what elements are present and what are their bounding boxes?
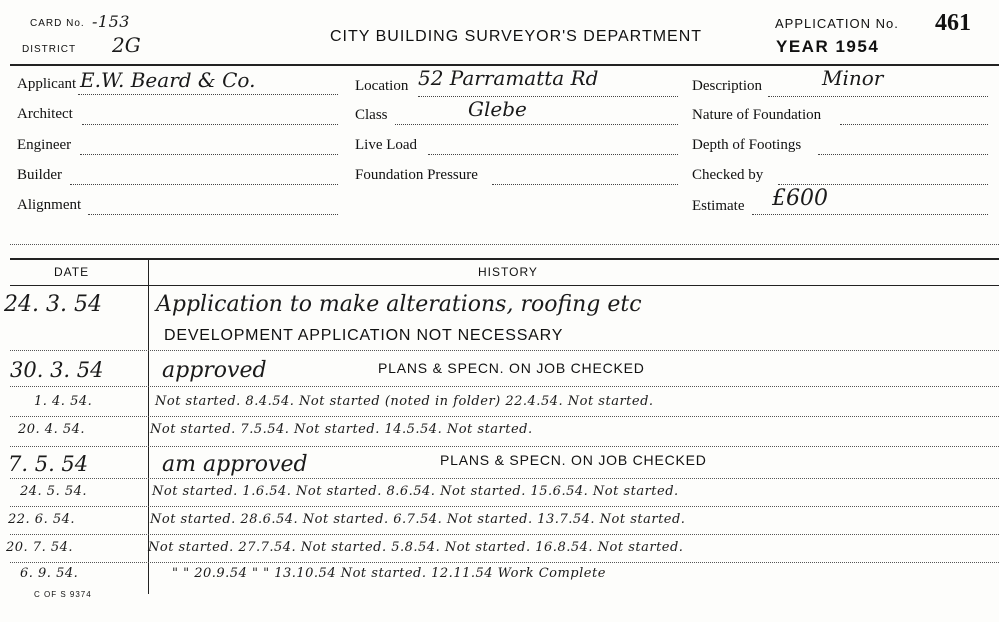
row-date: 6. 9. 54. xyxy=(20,566,79,581)
description-label: Description xyxy=(692,78,762,94)
row-date: 24. 5. 54. xyxy=(20,484,88,499)
engineer-line xyxy=(80,154,338,155)
nature-of-foundation-line xyxy=(840,124,988,125)
row-history-text: Not started. 1.6.54. Not started. 8.6.54. Not started. 15.6.54. Not started. xyxy=(152,484,679,499)
alignment-label: Alignment xyxy=(17,197,82,213)
fields-bottom-rule xyxy=(10,244,999,245)
description-line xyxy=(768,96,988,97)
row-rule xyxy=(10,506,999,507)
row-history-text: Not started. 7.5.54. Not started. 14.5.54. Not started. xyxy=(150,422,533,437)
row-rule xyxy=(10,386,999,387)
date-column-header: DATE xyxy=(54,265,90,279)
checked-by-label: Checked by xyxy=(692,167,764,183)
district-label: DISTRICT xyxy=(22,44,77,55)
row-date: 20. 7. 54. xyxy=(6,540,74,555)
nature-of-foundation-label: Nature of Foundation xyxy=(692,107,822,123)
applicant-line xyxy=(78,94,338,95)
location-label: Location xyxy=(355,78,409,94)
form-code: C OF S 9374 xyxy=(34,590,92,599)
foundation-pressure-line xyxy=(492,184,678,185)
row-history-text: am approved xyxy=(162,452,308,477)
district-value: 2G xyxy=(112,33,141,57)
application-number-label: APPLICATION No. xyxy=(775,16,899,31)
row-history-text: " " 20.9.54 " " 13.10.54 Not started. 12.11.54 Work Complete xyxy=(172,566,606,581)
year-label: YEAR 1954 xyxy=(776,37,880,56)
estimate-label: Estimate xyxy=(692,198,745,214)
row-stamp: PLANS & SPECN. ON JOB CHECKED xyxy=(378,360,645,376)
applicant-label: Applicant xyxy=(17,76,77,92)
location-line xyxy=(418,96,678,97)
estimate-value: £600 xyxy=(772,186,828,211)
row-date: 1. 4. 54. xyxy=(34,394,93,409)
checked-by-line xyxy=(778,184,988,185)
row-history-text: Application to make alterations, roofing etc xyxy=(156,292,642,317)
row-rule xyxy=(10,534,999,535)
live-load-line xyxy=(428,154,678,155)
applicant-value: E.W. Beard & Co. xyxy=(80,68,256,92)
alignment-line xyxy=(88,214,338,215)
history-column-header: HISTORY xyxy=(478,265,538,279)
architect-label: Architect xyxy=(17,106,73,122)
row-date: 24. 3. 54 xyxy=(4,292,102,317)
card-number-label: CARD No. xyxy=(30,18,85,29)
row-history-text: Not started. 8.4.54. Not started (noted in folder) 22.4.54. Not started. xyxy=(155,394,654,409)
class-line xyxy=(395,124,678,125)
foundation-pressure-label: Foundation Pressure xyxy=(355,167,478,183)
architect-line xyxy=(82,124,338,125)
row-rule xyxy=(10,478,999,479)
builder-line xyxy=(70,184,338,185)
class-label: Class xyxy=(355,107,388,123)
builder-label: Builder xyxy=(17,167,62,183)
live-load-label: Live Load xyxy=(355,137,418,153)
row-rule xyxy=(10,416,999,417)
depth-of-footings-line xyxy=(818,154,988,155)
depth-of-footings-label: Depth of Footings xyxy=(692,137,802,153)
engineer-label: Engineer xyxy=(17,137,72,153)
row-rule xyxy=(10,562,999,563)
description-value: Minor xyxy=(822,66,884,90)
row-date: 22. 6. 54. xyxy=(8,512,76,527)
row-date: 30. 3. 54 xyxy=(10,358,104,382)
row-rule xyxy=(10,446,999,447)
row-history-text: Not started. 28.6.54. Not started. 6.7.54. Not started. 13.7.54. Not started. xyxy=(150,512,686,527)
estimate-line xyxy=(752,214,988,215)
application-number: 461 xyxy=(935,10,971,36)
row-date: 7. 5. 54 xyxy=(8,452,89,476)
department-title: CITY BUILDING SURVEYOR'S DEPARTMENT xyxy=(330,28,703,45)
row-history-text: approved xyxy=(162,358,267,383)
row-date: 20. 4. 54. xyxy=(18,422,86,437)
row-history-text: Not started. 27.7.54. Not started. 5.8.54. Not started. 16.8.54. Not started. xyxy=(148,540,684,555)
class-value: Glebe xyxy=(468,97,527,121)
row-stamp: DEVELOPMENT APPLICATION NOT NECESSARY xyxy=(164,327,564,344)
row-stamp: PLANS & SPECN. ON JOB CHECKED xyxy=(440,452,707,468)
card-number: -153 xyxy=(92,12,130,31)
location-value: 52 Parramatta Rd xyxy=(418,66,599,90)
row-rule xyxy=(10,350,999,351)
table-top-rule xyxy=(10,258,999,260)
table-header-rule xyxy=(10,285,999,286)
